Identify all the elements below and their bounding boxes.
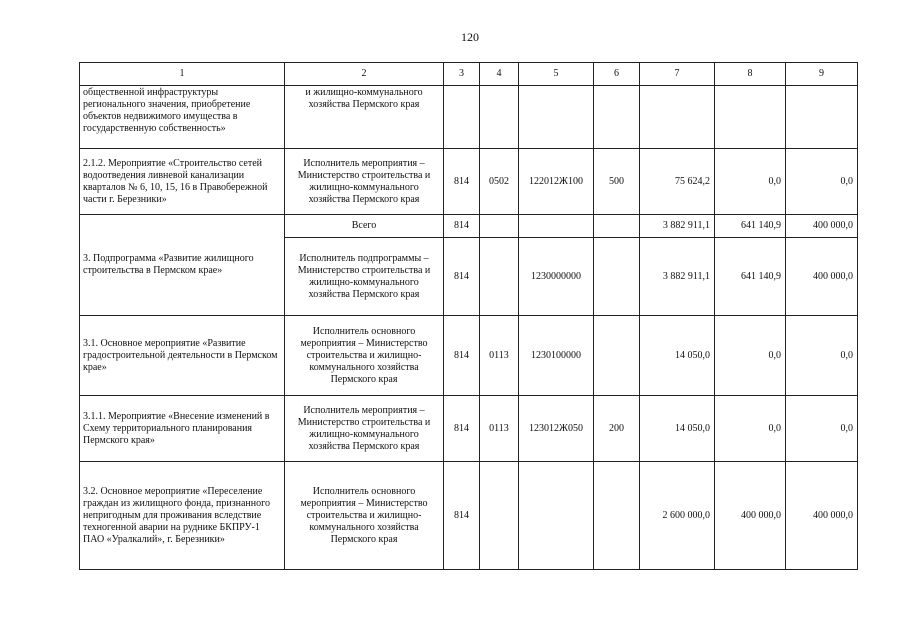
amount-cell: 641 140,9 — [715, 215, 786, 238]
header-cell: 8 — [715, 63, 786, 86]
header-row — [80, 63, 858, 86]
header-cell: 4 — [480, 63, 519, 86]
amount-cell: 0,0 — [715, 396, 786, 462]
header-cell: 7 — [640, 63, 715, 86]
measure-name-cell: 3.1.1. Мероприятие «Внесение изменений в Схему территориального планирования Пермского края» — [80, 396, 285, 462]
executor-cell: Исполнитель мероприятия – Министерство строительства и жилищно-коммунального хозяйства Пермского края — [285, 396, 444, 462]
amount-cell: 400 000,0 — [715, 462, 786, 570]
page-number: 120 — [461, 30, 479, 44]
section-code-cell — [480, 238, 519, 316]
ministry-code-cell: 814 — [444, 316, 480, 396]
header-cell: 3 — [444, 63, 480, 86]
target-code-cell: 122012Ж100 — [519, 149, 594, 215]
amount-cell: 14 050,0 — [640, 396, 715, 462]
executor-cell: Исполнитель основного мероприятия – Министерство строительства и жилищно-коммунального хозяйства Пермского края — [285, 462, 444, 570]
measure-name-cell: 3. Подпрограмма «Развитие жилищного строительства в Пермском крае» — [80, 215, 285, 316]
table-row — [80, 215, 858, 238]
amount-cell: 14 050,0 — [640, 316, 715, 396]
amount-cell: 0,0 — [786, 149, 858, 215]
amount-cell: 75 624,2 — [640, 149, 715, 215]
expense-type-cell — [594, 215, 640, 238]
ministry-code-cell: 814 — [444, 149, 480, 215]
measure-name-cell: общественной инфраструктуры регионального значения, приобретение объектов недвижимого имущества в государственную собственность» — [80, 86, 285, 149]
table-row — [80, 316, 858, 396]
table-row — [80, 462, 858, 570]
section-code-cell — [480, 86, 519, 149]
header-cell: 5 — [519, 63, 594, 86]
budget-table — [79, 62, 858, 570]
amount-cell: 400 000,0 — [786, 215, 858, 238]
section-code-cell — [480, 462, 519, 570]
section-code-cell: 0113 — [480, 316, 519, 396]
target-code-cell: 1230000000 — [519, 238, 594, 316]
amount-cell — [640, 86, 715, 149]
expense-type-cell — [594, 462, 640, 570]
measure-name-cell: 3.1. Основное мероприятие «Развитие градостроительной деятельности в Пермском крае» — [80, 316, 285, 396]
expense-type-cell — [594, 316, 640, 396]
table-row — [80, 396, 858, 462]
section-code-cell — [480, 215, 519, 238]
ministry-code-cell: 814 — [444, 396, 480, 462]
target-code-cell — [519, 86, 594, 149]
amount-cell — [786, 86, 858, 149]
amount-cell: 0,0 — [786, 396, 858, 462]
amount-cell: 2 600 000,0 — [640, 462, 715, 570]
amount-cell: 0,0 — [715, 149, 786, 215]
target-code-cell — [519, 215, 594, 238]
executor-cell: Исполнитель подпрограммы – Министерство строительства и жилищно-коммунального хозяйства Пермского края — [285, 238, 444, 316]
expense-type-cell — [594, 86, 640, 149]
amount-cell: 641 140,9 — [715, 238, 786, 316]
amount-cell: 400 000,0 — [786, 238, 858, 316]
expense-type-cell: 200 — [594, 396, 640, 462]
target-code-cell — [519, 462, 594, 570]
amount-cell: 400 000,0 — [786, 462, 858, 570]
ministry-code-cell: 814 — [444, 215, 480, 238]
expense-type-cell: 500 — [594, 149, 640, 215]
executor-cell: Всего — [285, 215, 444, 238]
ministry-code-cell — [444, 86, 480, 149]
amount-cell: 3 882 911,1 — [640, 238, 715, 316]
executor-cell: и жилищно-коммунального хозяйства Пермского края — [285, 86, 444, 149]
header-cell: 6 — [594, 63, 640, 86]
amount-cell: 3 882 911,1 — [640, 215, 715, 238]
measure-name-cell: 3.2. Основное мероприятие «Переселение граждан из жилищного фонда, признанного непригодным для проживания вследствие техногенной аварии на руднике БКПРУ-1 ПАО «Уралкалий», г. Березники» — [80, 462, 285, 570]
amount-cell: 0,0 — [786, 316, 858, 396]
amount-cell: 0,0 — [715, 316, 786, 396]
section-code-cell: 0113 — [480, 396, 519, 462]
measure-name-cell: 2.1.2. Мероприятие «Строительство сетей водоотведения ливневой канализации кварталов № 6, 10, 15, 16 в Правобережной части г. Березники» — [80, 149, 285, 215]
table-row — [80, 86, 858, 149]
executor-cell: Исполнитель основного мероприятия – Министерство строительства и жилищно-коммунального хозяйства Пермского края — [285, 316, 444, 396]
executor-cell: Исполнитель мероприятия – Министерство строительства и жилищно-коммунального хозяйства Пермского края — [285, 149, 444, 215]
target-code-cell: 1230100000 — [519, 316, 594, 396]
target-code-cell: 123012Ж050 — [519, 396, 594, 462]
header-cell: 9 — [786, 63, 858, 86]
header-cell: 2 — [285, 63, 444, 86]
ministry-code-cell: 814 — [444, 462, 480, 570]
ministry-code-cell: 814 — [444, 238, 480, 316]
section-code-cell: 0502 — [480, 149, 519, 215]
table-row — [80, 149, 858, 215]
amount-cell — [715, 86, 786, 149]
header-cell: 1 — [80, 63, 285, 86]
expense-type-cell — [594, 238, 640, 316]
